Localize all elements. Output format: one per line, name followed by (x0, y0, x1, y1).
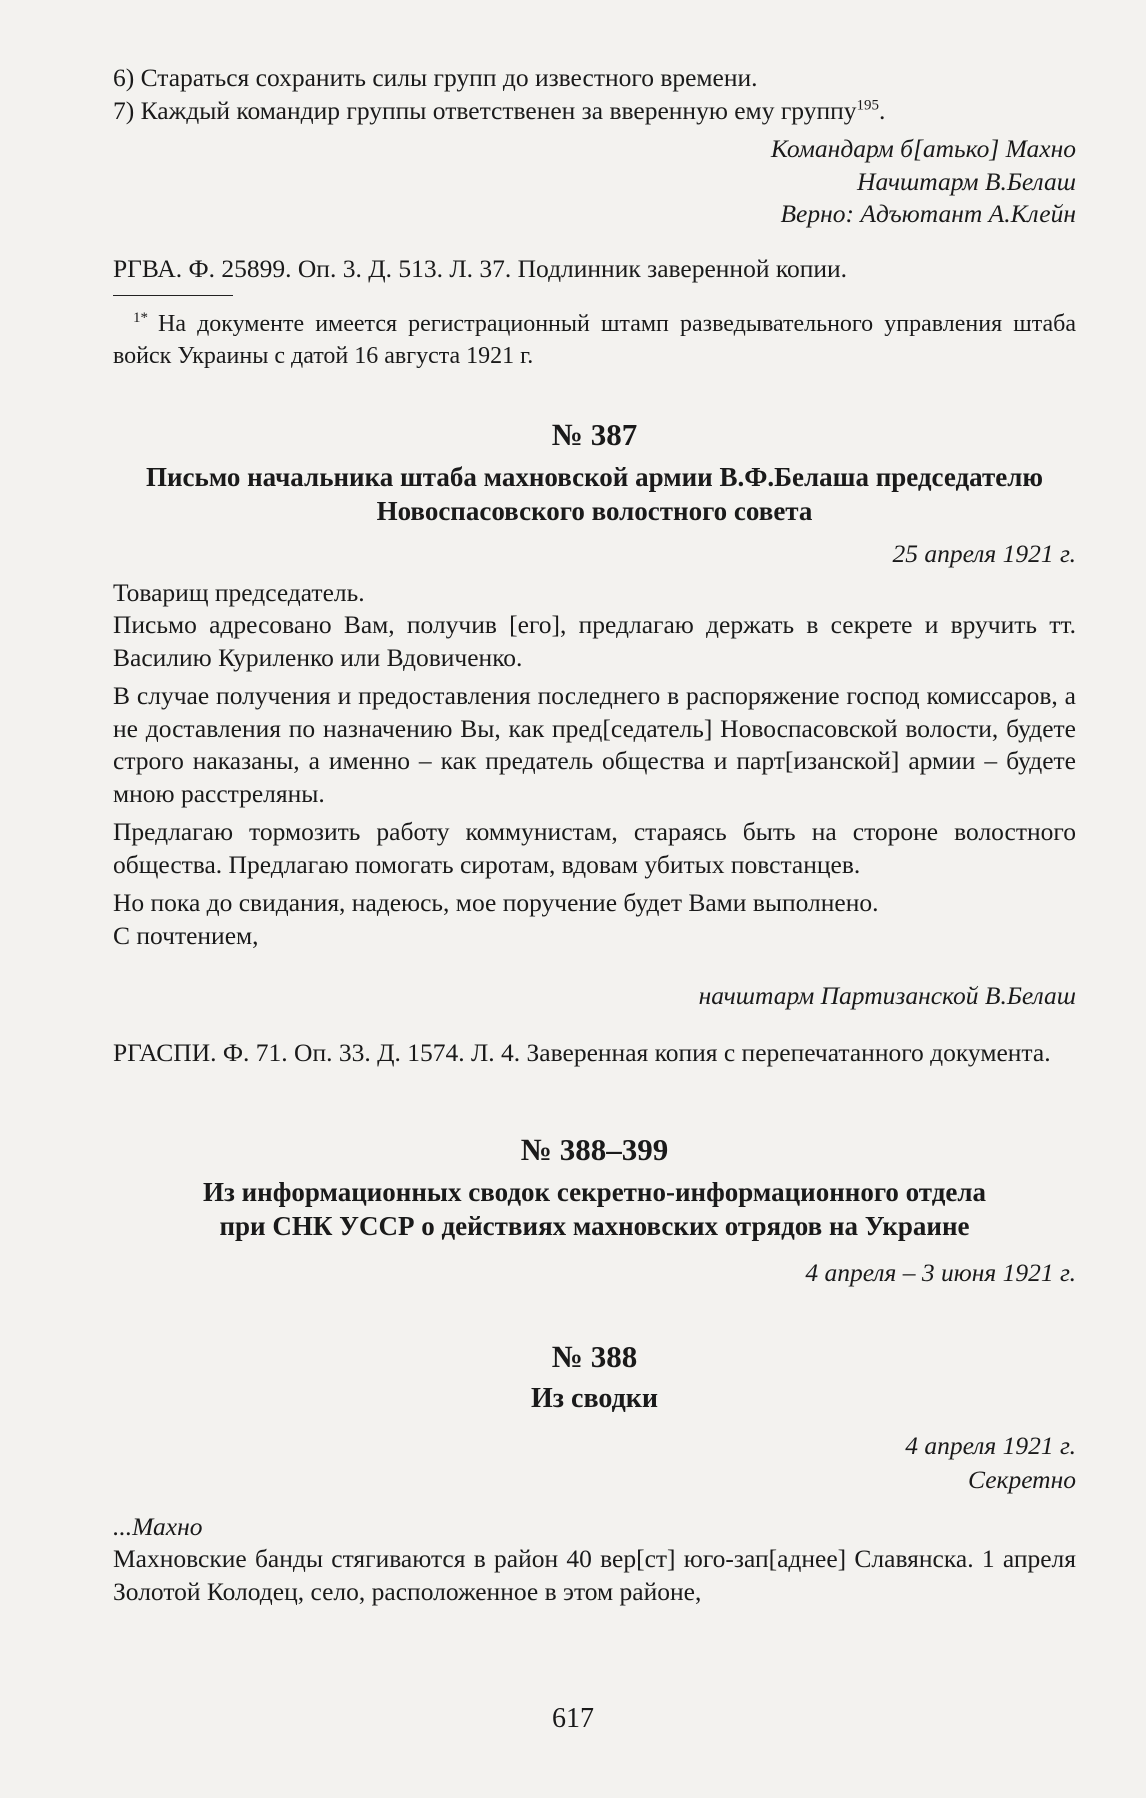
footnote-ref: 195 (856, 97, 879, 113)
document-number: № 388 (551, 1338, 638, 1374)
page-number: 617 (552, 1703, 594, 1734)
salutation: Товарищ председатель. (113, 577, 365, 607)
archive-source: РГВА. Ф. 25899. Оп. 3. Д. 513. Л. 37. Подлинник заверенной копии. (113, 253, 848, 283)
list-item-7-end: . (878, 95, 886, 125)
list-item-7-text: 7) Каждый командир группы ответственен за вверенную ему группу (113, 95, 857, 125)
document-number: № 388–399 (520, 1132, 669, 1167)
document-date: 4 апреля 1921 г. (905, 1430, 1076, 1460)
report-paragraph: Махновские банды стягиваются в район 40 вер[ст] юго-зап[аднее] Славянска. 1 апреля Золотой Колодец, село, расположенное в этом районе, (113, 1544, 1076, 1606)
document-title-line2: при СНК УССР о действиях махновских отрядов на Украине (219, 1211, 970, 1241)
document-title: Из сводки (530, 1382, 658, 1414)
signature-commander: Командарм б[атько] Махно (770, 134, 1076, 163)
letter-closing: С почтением, (113, 920, 259, 950)
document-title-line2: Новоспасовского волостного совета (376, 496, 813, 526)
letter-paragraph: Но пока до свидания, надеюсь, мое поручение будет Вами выполнено. (113, 888, 879, 917)
signature-chief-of-staff: Начштарм В.Белаш (857, 166, 1076, 196)
page-content (113, 62, 1076, 1608)
footnote-divider (113, 295, 233, 296)
archive-source: РГАСПИ. Ф. 71. Оп. 33. Д. 1574. Л. 4. Заверенная копия с перепечатанного документа. (113, 1037, 1051, 1067)
document-title-line1: Из информационных сводок секретно-информационного отдела (202, 1177, 986, 1207)
letter-paragraph: В случае получения и предоставления последнего в распоряжение господ комиссаров, а не доставления по назначению Вы, как пред[седатель] Новоспасовской волости, будете строго наказаны, а именно – как предатель общества и парт[изанской] армии – будете мною расстреляны. (113, 681, 1076, 808)
signature-adjutant: Верно: Адъютант А.Клейн (780, 199, 1076, 228)
footnote-mark: 1* (133, 310, 148, 326)
footnote (113, 302, 1076, 372)
document-number: № 387 (551, 417, 638, 452)
letter-paragraph: Письмо адресовано Вам, получив [его], предлагаю держать в секрете и вручить тт. Василию Куриленко или Вдовиченко. (113, 610, 1076, 672)
secrecy-mark: Секретно (968, 1465, 1076, 1494)
document-title-line1: Письмо начальника штаба махновской армии В.Ф.Белаша председателю (146, 462, 1043, 492)
document-date-range: 4 апреля – 3 июня 1921 г. (805, 1258, 1076, 1287)
document-date: 25 апреля 1921 г. (892, 539, 1076, 568)
list-item-6: 6) Стараться сохранить силы групп до известного времени. (113, 63, 758, 92)
footnote-text: На документе имеется регистрационный штамп разведывательного управления штаба войск Украины с датой 16 августа 1921 г. (113, 311, 1076, 369)
excerpt-lead: ...Махно (113, 1511, 203, 1541)
list-item-7 (113, 95, 1076, 128)
letter-paragraph: Предлагаю тормозить работу коммунистам, стараясь быть на стороне волостного общества. Предлагаю помогать сиротам, вдовам убитых повстанцев. (113, 817, 1076, 879)
letter-signature: начштарм Партизанской В.Белаш (698, 981, 1076, 1010)
